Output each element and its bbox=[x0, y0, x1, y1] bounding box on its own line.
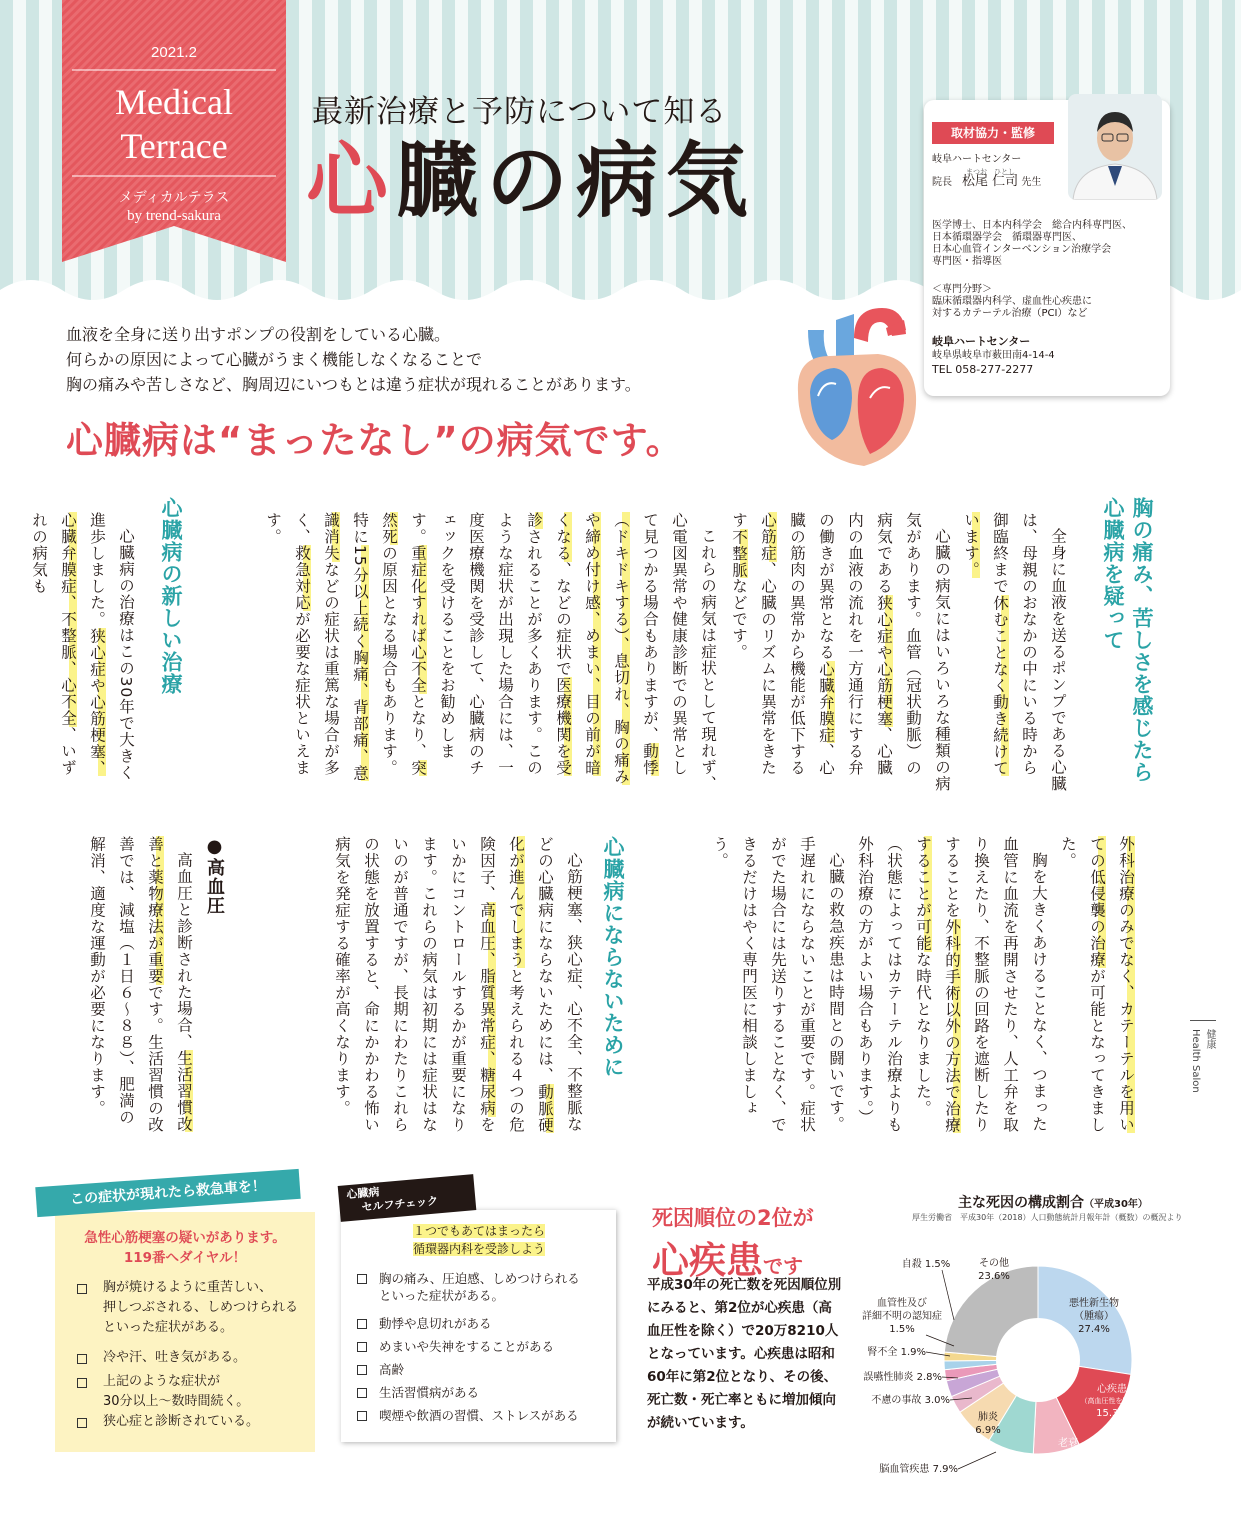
checkbox-icon bbox=[77, 1418, 87, 1428]
doctor-cred: 日本循環器学会 循環器専門医、 bbox=[932, 232, 1082, 243]
chart-source: 厚生労働省 平成30年（2018）人口動態統計月報年計（概数）の概況より bbox=[912, 1213, 1183, 1222]
doctor-org: 岐阜ハートセンター bbox=[932, 154, 1022, 165]
checkbox-icon bbox=[77, 1284, 87, 1294]
pie-leader-line bbox=[942, 1270, 954, 1320]
title-rest: 臓の病気 bbox=[396, 133, 757, 229]
doctor-ruby-2: ひとし bbox=[994, 168, 1015, 176]
item-line: といった症状がある。 bbox=[103, 1320, 234, 1335]
pie-label-pneumonia: 肺炎 bbox=[978, 1412, 998, 1423]
sec1-heading: 胸の痛み、苦しさを感じたら心臓病を疑って bbox=[1101, 497, 1154, 783]
intro-text bbox=[66, 322, 816, 397]
self-check-sub bbox=[355, 1222, 603, 1258]
check-item: 動悸や息切れがある bbox=[379, 1316, 492, 1331]
sec3-para bbox=[82, 836, 198, 1136]
series-kana: メディカルテラス bbox=[118, 190, 230, 206]
pie-chart bbox=[846, 1220, 1241, 1519]
text-run: されることが多くあります。このような症状が出現した場合には、一度医療機関を受診して、心臓病のチェックを受けることをお勧めします。 bbox=[409, 512, 543, 776]
sec2-heading: 心臓病の新しい治療 bbox=[159, 497, 183, 695]
death-heading-main: 心疾患 bbox=[652, 1239, 763, 1282]
doctor-cred: 医学博士、日本内科学会 総合内科専門医、 bbox=[932, 220, 1132, 231]
doctor-cred: 専門医・指導医 bbox=[932, 256, 1002, 267]
pie-label-accident: 不慮の事故 3.0% bbox=[871, 1395, 950, 1406]
emergency-item: 狭心症と診断されている。 bbox=[103, 1414, 260, 1429]
chart-title-text: 主な死因の構成割合 bbox=[958, 1195, 1084, 1211]
doctor-role: 院長 bbox=[932, 177, 952, 188]
intro-line: 何らかの原因によって心臓がうまく機能しなくなることで bbox=[66, 350, 483, 369]
page-subtitle: 最新治療と予防について知る bbox=[312, 94, 728, 130]
checkbox-icon bbox=[357, 1274, 367, 1284]
doctor-spec: 臨床循環器内科学、虚血性心疾患に bbox=[932, 296, 1092, 307]
series-title-2: Terrace bbox=[120, 126, 228, 166]
tag-line: セルフチェック bbox=[361, 1194, 439, 1214]
pie-value-pneumonia: 6.9% bbox=[975, 1425, 1001, 1436]
text-run: 、心臓の筋肉の異常から機能が低下する bbox=[788, 512, 835, 776]
doctor-card bbox=[924, 100, 1170, 396]
sec1-body bbox=[730, 512, 1072, 792]
intro-line: 胸の痛みや苦しさなど、胸周辺にいつもとは違う症状が現れることがあります。 bbox=[66, 375, 641, 394]
item-line: 胸の痛み、圧迫感、しめつけられる bbox=[379, 1271, 580, 1286]
pie-value-cancer: 27.4% bbox=[1078, 1324, 1110, 1335]
pie-label-cancer: 悪性新生物 bbox=[1069, 1298, 1119, 1309]
text-run: 全身に血液を送るポンプである心臓は、母親のおなかの中にいる時から御臨終まで bbox=[991, 512, 1067, 792]
pie-label-other: その他 bbox=[979, 1258, 1009, 1269]
highlight: 外科的手術以外の方法で治療することが可能 bbox=[914, 836, 961, 1133]
series-by: by trend-sakura bbox=[127, 208, 221, 224]
highlight: 動悸（ドキドキする）、息切れ、胸の痛みや締め付け感、めまい、目の前が暗くなる bbox=[554, 512, 659, 785]
sec2-body bbox=[30, 512, 140, 792]
doctor-name: 松尾 仁司 bbox=[962, 174, 1019, 189]
sec2-body-2 bbox=[670, 836, 1140, 1136]
issue-date: 2021.2 bbox=[151, 44, 197, 61]
highlight: 重症化すれば心不全 bbox=[409, 545, 427, 694]
sec3-body bbox=[262, 836, 588, 1136]
doctor-cred: 日本心血管インターベンション治療学会 bbox=[932, 244, 1112, 255]
side-label bbox=[1190, 1020, 1216, 1140]
item-line: 押しつぶされる、しめつけられる bbox=[103, 1300, 299, 1315]
pie-label-senility: 老衰 bbox=[1058, 1438, 1078, 1449]
item-line: 上記のような症状が bbox=[103, 1374, 221, 1389]
highlight: 医療機関を受診 bbox=[525, 512, 572, 776]
heart-illustration bbox=[778, 300, 926, 470]
text-run: 、いずれの病気も bbox=[30, 512, 77, 776]
pie-label-aspiration: 誤嚥性肺炎 2.8% bbox=[863, 1372, 942, 1383]
intro-line: 血液を全身に送り出すポンプの役割をしている心臓。 bbox=[66, 325, 451, 344]
text-run: 胸を大きくあけることなく、つまった血管に血流を再開させたり、人工弁を取り換えたり、不整脈の回路を遮断したりすることを bbox=[943, 836, 1048, 1133]
pie-label-heart: 心疾患 bbox=[1097, 1384, 1127, 1395]
doctor-photo bbox=[1068, 94, 1162, 200]
pie-value-other: 23.6% bbox=[978, 1271, 1010, 1282]
pie-value-heart: 15.3% bbox=[1096, 1408, 1128, 1419]
center-address: 岐阜県岐阜市薮田南4-14-4 bbox=[932, 350, 1055, 361]
center-tel: TEL 058-277-2277 bbox=[932, 363, 1034, 376]
sub-line: 循環器内科を受診しよう bbox=[412, 1242, 545, 1256]
highlight: 外科治療のみでなく、カテーテルを用いての低侵襲の治療 bbox=[1088, 836, 1135, 1133]
sec1-body-2 bbox=[232, 512, 722, 792]
pie-hole bbox=[996, 1318, 1080, 1402]
text-run: などの症状は重篤な場合が多く、 bbox=[293, 512, 340, 776]
checkbox-icon bbox=[357, 1365, 367, 1375]
chart-title-note: （平成30年） bbox=[1084, 1199, 1148, 1210]
highlight: 狭心症や心筋梗塞 bbox=[875, 594, 893, 727]
highlight: 生活習慣改善と薬物療法が重要 bbox=[146, 836, 193, 1132]
sec3-para bbox=[327, 836, 588, 1136]
text-run: です。生活習慣の改善では、減塩（１日６～８ｇ）、肥満の解消、適度な運動が必要になります。 bbox=[88, 836, 164, 1133]
pie-leader-line bbox=[958, 1452, 996, 1469]
pie-value-senility: 8.0% bbox=[1055, 1451, 1081, 1462]
doctor-spec: 対するカテーテル治療（PCI）など bbox=[932, 308, 1088, 319]
sec3-heading: 心臓病にならないために bbox=[601, 836, 625, 1078]
highlight: 突然死 bbox=[380, 512, 427, 776]
catch-copy: 心臓病は“まったなし”の病気です。 bbox=[66, 419, 684, 462]
text-run: 心筋梗塞、狭心症、心不全、不整脈などの心臓病にならないためには、 bbox=[536, 836, 583, 1132]
doctor-suffix: 先生 bbox=[1021, 177, 1042, 188]
doctor-ruby-1: まつお bbox=[966, 168, 987, 176]
check-item: 喫煙や飲酒の習慣、ストレスがある bbox=[379, 1408, 579, 1423]
center-name: 岐阜ハートセンター bbox=[932, 335, 1031, 348]
check-item: 生活習慣病がある bbox=[379, 1385, 480, 1400]
highlight: 救急対応 bbox=[293, 545, 311, 611]
pie-label-heart-sub: （高血圧性を除く） bbox=[1080, 1397, 1144, 1405]
checkbox-icon bbox=[357, 1342, 367, 1352]
text-run: な時代となりました。（状態によってはカテーテル治療よりも外科治療の方がよい場合もあります。） bbox=[856, 836, 932, 1133]
text-run: などです。 bbox=[730, 578, 748, 661]
emergency-tag: この症状が現れたら救急車を！ bbox=[35, 1169, 300, 1217]
text-run: が可能となってきました。 bbox=[1059, 836, 1106, 1133]
pie-label-cerebro: 脳血管疾患 7.9% bbox=[879, 1464, 958, 1475]
highlight: 動脈硬化が進んでしまう bbox=[507, 836, 554, 1133]
death-heading-1: 死因順位の2位が bbox=[652, 1206, 814, 1230]
doctor-spec-head: ＜専門分野＞ bbox=[932, 284, 992, 295]
doctor-tag: 取材協力・監修 bbox=[932, 122, 1054, 144]
series-title-1: Medical bbox=[115, 82, 233, 122]
highlight: 心臓弁膜症 bbox=[817, 660, 835, 743]
item-line: 30分以上～数時間続く。 bbox=[103, 1394, 250, 1409]
text-run: 高血圧と診断された場合、 bbox=[175, 851, 193, 1050]
checkbox-icon bbox=[357, 1319, 367, 1329]
pie-label-renal: 腎不全 1.9% bbox=[867, 1347, 926, 1358]
emergency-item: 冷や汗、吐き気がある。 bbox=[103, 1350, 247, 1365]
emergency-head-2: 119番へダイヤル！ bbox=[123, 1250, 247, 1266]
highlight: 休むことなく動き続けています。 bbox=[962, 512, 1009, 776]
side-label-en: Health Salon bbox=[1190, 1029, 1201, 1093]
tag-line: 心臓病 bbox=[345, 1185, 380, 1202]
highlight: 狭心症や心筋梗塞、心臓弁膜症、不整脈、心不全 bbox=[59, 512, 106, 776]
death-text: 平成30年の死亡数を死因順位別にみると、第2位が心疾患（高血圧性を除く）で20万8210人となっています。心疾患は昭和60年に第2位となり、その後、死亡数・死亡率ともに増加傾向が続いています。 bbox=[647, 1277, 842, 1431]
highlight: 15分以上続く胸痛、背部痛、意識消失 bbox=[322, 512, 369, 782]
side-label-ja: 健康 bbox=[1204, 1029, 1215, 1049]
pie-label-dementia: 血管性及び bbox=[877, 1298, 927, 1309]
text-run: をいかにコントロールするかが重要になります。これらの病気は初期には症状はないのが普通ですが、長期にわたりこれらの状態を放置すると、命にかかわる怖い病気を発症する確率が高くなります。 bbox=[333, 836, 496, 1133]
sec2-para: 心臓の救急疾患は時間との闘いです。手遅れにならないことが重要です。症状がでた場合には先送りすることなく、できるだけはやく専門医に相談しましょう。 bbox=[711, 836, 845, 1133]
text-run: 、などの症状で bbox=[554, 561, 572, 677]
highlight: 心筋症 bbox=[759, 512, 777, 562]
text-run: と考えられる４つの危険因子、 bbox=[478, 836, 525, 1133]
text-run: 心臓病の治療はこの30年で大きく進歩しました。 bbox=[88, 512, 135, 781]
text-run: となり、 bbox=[409, 693, 427, 760]
checkbox-icon bbox=[357, 1388, 367, 1398]
pie-label-dementia-sub: 詳細不明の認知症 bbox=[862, 1311, 942, 1322]
item-line: 胸が焼けるように重苦しい、 bbox=[103, 1280, 273, 1295]
pie-label-cancer-sub: （腫瘍） bbox=[1074, 1311, 1114, 1322]
sec1-para bbox=[724, 512, 956, 792]
self-check-box bbox=[341, 1210, 616, 1442]
checkbox-icon bbox=[77, 1354, 87, 1364]
sec2-para bbox=[1053, 836, 1140, 1136]
emergency-box bbox=[55, 1212, 315, 1452]
highlight: 高血圧、脂質異常症、糖尿病 bbox=[478, 902, 496, 1117]
page-title bbox=[306, 133, 757, 229]
doctor-name-line bbox=[932, 176, 1041, 189]
check-item: 高齢 bbox=[379, 1362, 405, 1377]
sub-line: １つでもあてはまったら bbox=[412, 1224, 545, 1238]
text-run: 、心臓内の血液の流れを一方通行にする弁の働きが異常となる bbox=[817, 512, 893, 776]
emergency-item bbox=[103, 1278, 298, 1338]
text-run: 心臓の病気にはいろいろな種類の病気があります。血管（冠状動脈）の病気である bbox=[875, 512, 951, 792]
chart-title bbox=[958, 1192, 1148, 1212]
text-run: これらの病気は症状として現れず、心電図異常や健康診断での異常として見つかる場合もありますが、 bbox=[641, 512, 717, 792]
emergency-item bbox=[103, 1372, 249, 1412]
sec1-para bbox=[258, 512, 722, 792]
sec1-para bbox=[956, 512, 1072, 792]
text-run: が必要な症状といえます。 bbox=[264, 512, 311, 776]
emergency-head-1: 急性心筋梗塞の疑いがあります。 bbox=[84, 1230, 286, 1246]
pie-label-suicide: 自殺 1.5% bbox=[901, 1259, 951, 1270]
title-red: 心 bbox=[306, 133, 397, 229]
highlight: 不整脈 bbox=[730, 528, 748, 578]
sec2-para bbox=[850, 836, 1053, 1136]
sec3-body-2 bbox=[50, 836, 198, 1136]
check-item bbox=[379, 1270, 580, 1304]
sec2-para bbox=[24, 512, 140, 792]
pie-value-dementia: 1.5% bbox=[889, 1324, 915, 1335]
checkbox-icon bbox=[357, 1411, 367, 1421]
checkbox-icon bbox=[77, 1378, 87, 1388]
death-heading-tail: です bbox=[763, 1254, 803, 1278]
bullet-hypertension: ●高血圧 bbox=[204, 836, 225, 915]
text-run: の原因となる場合もあります。特に bbox=[351, 512, 398, 776]
text-run: 、心臓のリズムに異常をきたす bbox=[730, 512, 777, 776]
check-item: めまいや失神をすることがある bbox=[379, 1339, 555, 1354]
item-line: といった症状がある。 bbox=[379, 1288, 505, 1303]
